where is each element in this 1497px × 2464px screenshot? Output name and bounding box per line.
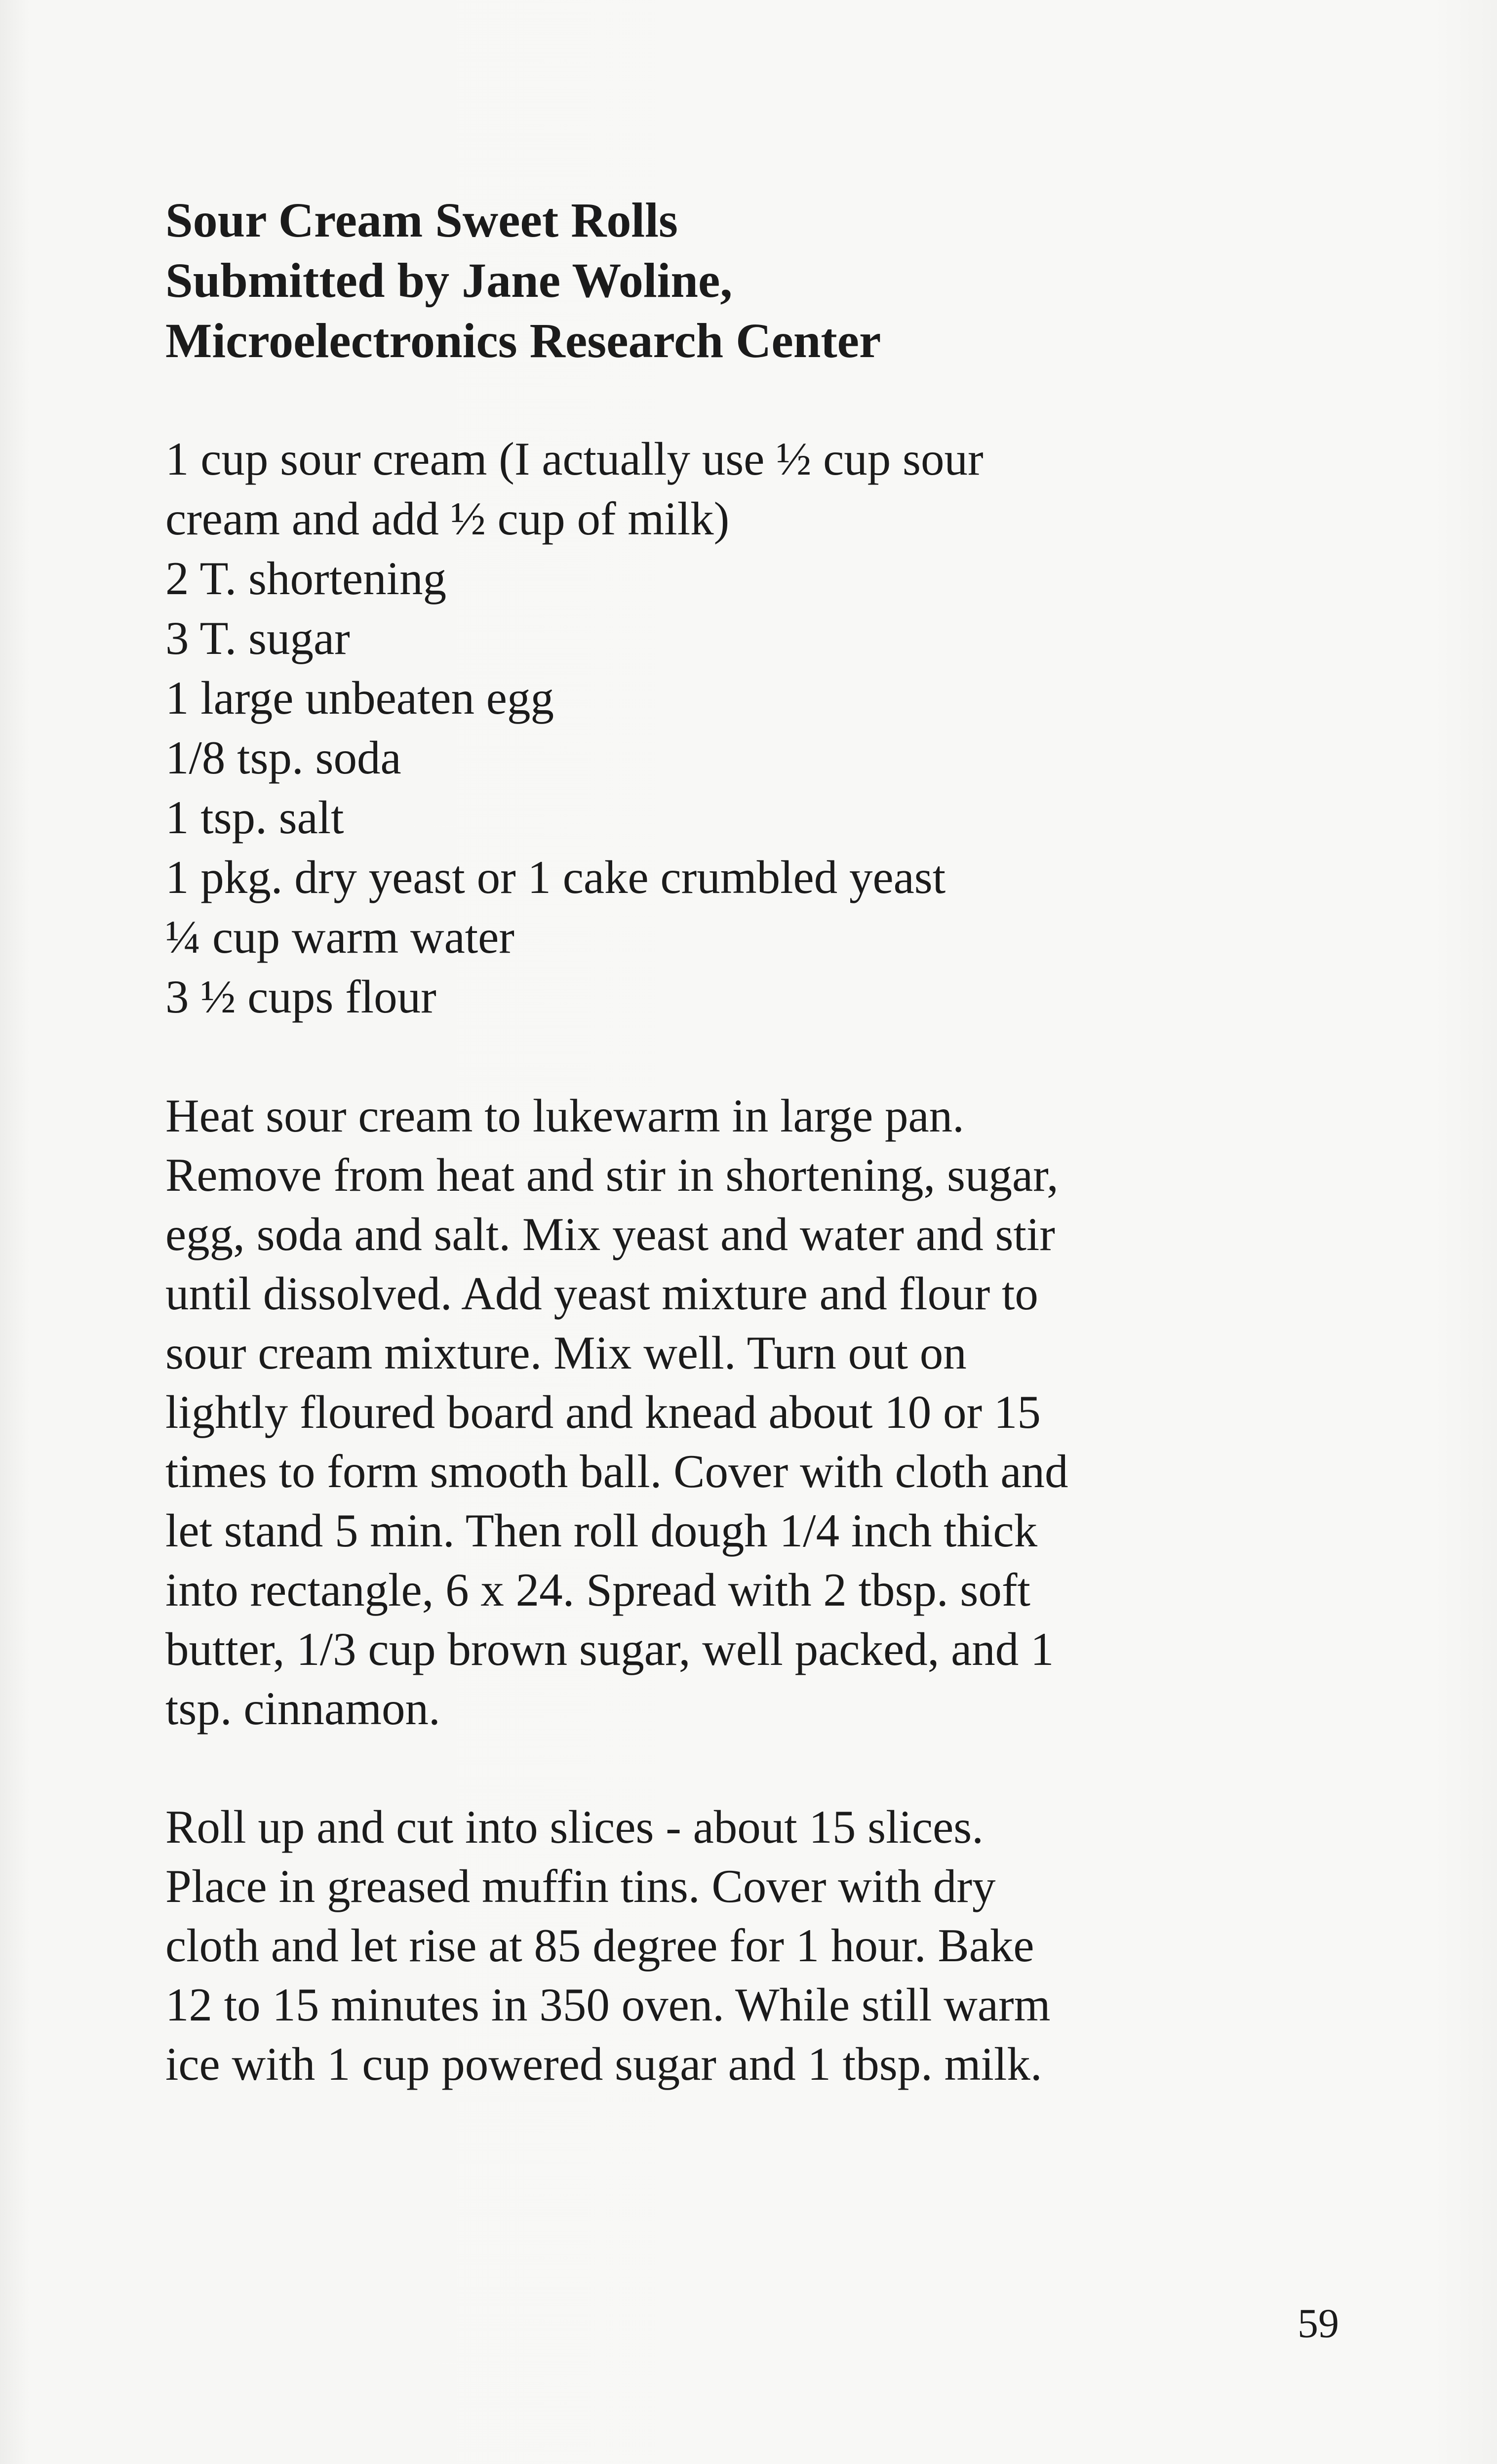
instruction-line: Roll up and cut into slices - about 15 slices. — [165, 1801, 984, 1853]
instruction-line: egg, soda and salt. Mix yeast and water and stir — [165, 1208, 1055, 1260]
instructions-paragraph-2 — [165, 1797, 1326, 2094]
ingredient-line: 1/8 tsp. soda — [165, 731, 401, 784]
instruction-line: into rectangle, 6 x 24. Spread with 2 tbsp. soft — [165, 1564, 1030, 1616]
recipe — [165, 190, 1326, 2094]
instruction-line: Heat sour cream to lukewarm in large pan. — [165, 1090, 964, 1142]
instruction-line: sour cream mixture. Mix well. Turn out on — [165, 1327, 967, 1379]
ingredient-line: 1 tsp. salt — [165, 791, 344, 844]
instruction-line: ice with 1 cup powered sugar and 1 tbsp. milk. — [165, 2038, 1042, 2090]
instructions-paragraph-1 — [165, 1086, 1326, 1738]
instruction-line: times to form smooth ball. Cover with cloth and — [165, 1445, 1068, 1497]
instruction-line: let stand 5 min. Then roll dough 1/4 inch thick — [165, 1504, 1038, 1557]
ingredient-list — [165, 429, 1326, 1027]
instruction-line: butter, 1/3 cup brown sugar, well packed, and 1 — [165, 1623, 1054, 1675]
instruction-line: 12 to 15 minutes in 350 oven. While still warm — [165, 1979, 1051, 2031]
ingredient-line: 3 T. sugar — [165, 612, 350, 664]
instruction-line: Place in greased muffin tins. Cover with dry — [165, 1860, 996, 1912]
recipe-submitter-line: Submitted by Jane Woline, — [165, 253, 733, 308]
ingredient-line: 2 T. shortening — [165, 552, 447, 605]
recipe-affiliation-line: Microelectronics Research Center — [165, 313, 881, 368]
ingredient-line: 1 large unbeaten egg — [165, 672, 554, 724]
ingredient-line: 1 pkg. dry yeast or 1 cake crumbled yeast — [165, 851, 946, 903]
instruction-line: tsp. cinnamon. — [165, 1682, 440, 1735]
instruction-line: until dissolved. Add yeast mixture and flour to — [165, 1267, 1038, 1320]
page-number: 59 — [1298, 2301, 1339, 2346]
ingredient-line: ¼ cup warm water — [165, 911, 514, 963]
instruction-line: Remove from heat and stir in shortening, sugar, — [165, 1149, 1059, 1201]
ingredient-line: 1 cup sour cream (I actually use ½ cup sour — [165, 433, 984, 485]
ingredient-line: 3 ½ cups flour — [165, 970, 436, 1023]
ingredient-line: cream and add ½ cup of milk) — [165, 492, 730, 545]
recipe-title-line: Sour Cream Sweet Rolls — [165, 193, 678, 247]
recipe-title — [165, 190, 1326, 371]
instruction-line: lightly floured board and knead about 10 or 15 — [165, 1386, 1041, 1438]
instruction-line: cloth and let rise at 85 degree for 1 hour. Bake — [165, 1919, 1034, 1972]
